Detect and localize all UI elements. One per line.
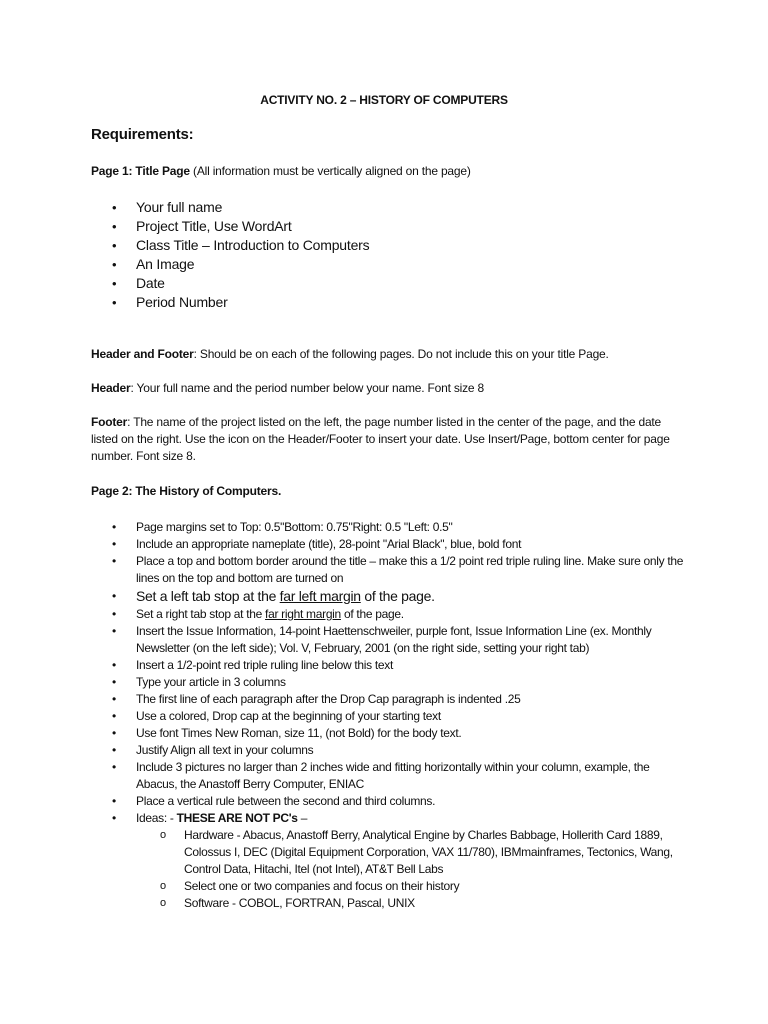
footer-label: Footer: [91, 415, 128, 429]
header-label: Header: [91, 381, 131, 395]
header-footer-paragraph: [91, 346, 681, 363]
page2-label: Page 2: The History of Computers.: [91, 484, 282, 498]
list-item: • Class Title – Introduction to Computers: [112, 236, 672, 255]
page1-note: (All information must be vertically aligned on the page): [189, 164, 471, 178]
list-item: • Use font Times New Roman, size 11, (not Bold) for the body text.: [112, 725, 687, 742]
footer-paragraph: [91, 414, 681, 465]
list-item: • Justify Align all text in your columns: [112, 742, 687, 759]
ideas-post: –: [297, 811, 308, 825]
list-item: • Type your article in 3 columns: [112, 674, 687, 691]
list-item: • Your full name: [112, 198, 672, 217]
far-left-margin-link[interactable]: far left margin: [279, 588, 361, 604]
list-item: [112, 606, 687, 623]
list-item: • Project Title, Use WordArt: [112, 217, 672, 236]
header-footer-label: Header and Footer: [91, 347, 194, 361]
list-item: • Period Number: [112, 293, 672, 312]
tab-right-pre: Set a right tab stop at the: [136, 607, 266, 621]
requirements-heading: Requirements:: [91, 126, 194, 143]
list-item: • Place a top and bottom border around the title – make this a 1/2 point red triple ruling line. Make sure only the lines on the top and bottom are turned on: [112, 553, 687, 587]
page1-paragraph: [91, 163, 681, 180]
list-item: • Use a colored, Drop cap at the beginning of your starting text: [112, 708, 687, 725]
list-item: [112, 587, 687, 606]
list-item: • Insert a 1/2-point red triple ruling line below this text: [112, 657, 687, 674]
list-item: • Place a vertical rule between the second and third columns.: [112, 793, 687, 810]
far-right-margin-link[interactable]: far right margin: [265, 607, 341, 621]
page2-list: [112, 519, 687, 912]
list-item: • Include an appropriate nameplate (title), 28-point "Arial Black", blue, bold font: [112, 536, 687, 553]
header-footer-text: : Should be on each of the following pages. Do not include this on your title Page.: [193, 347, 609, 361]
ideas-pre: Ideas: -: [136, 811, 177, 825]
list-item: • Page margins set to Top: 0.5"Bottom: 0.75"Right: 0.5 "Left: 0.5": [112, 519, 687, 536]
page1-label: Page 1: Title Page: [91, 164, 190, 178]
list-item: • Insert the Issue Information, 14-point Haettenschweiler, purple font, Issue Information Line (ex. Monthly Newsletter (on the left side); Vol. V, February, 2001 (on the right side, setting your right tab): [112, 623, 687, 657]
sub-list-item: o Software - COBOL, FORTRAN, Pascal, UNIX: [160, 895, 687, 912]
tab-left-post: of the page.: [360, 588, 435, 604]
header-text: : Your full name and the period number below your name. Font size 8: [130, 381, 484, 395]
list-item: • Date: [112, 274, 672, 293]
ideas-bold: THESE ARE NOT PC's: [176, 811, 298, 825]
tab-right-post: of the page.: [340, 607, 404, 621]
sub-list-item: o Select one or two companies and focus on their history: [160, 878, 687, 895]
tab-left-pre: Set a left tab stop at the: [136, 588, 280, 604]
list-item-ideas: [112, 810, 687, 912]
list-item: • The first line of each paragraph after the Drop Cap paragraph is indented .25: [112, 691, 687, 708]
page-title: ACTIVITY NO. 2 – HISTORY OF COMPUTERS: [260, 93, 508, 107]
header-paragraph: [91, 380, 681, 397]
sub-list-item: o Hardware - Abacus, Anastoff Berry, Analytical Engine by Charles Babbage, Hollerith Card 1889, Colossus I, DEC (Digital Equipment Corporation, VAX 11/780), IBMmainframes, Tectonics, Wang, Control Data, Hitachi, Itel (not Intel), AT&T Bell Labs: [160, 827, 687, 878]
page1-list: [112, 198, 672, 312]
footer-text: : The name of the project listed on the left, the page number listed in the center of the page, and the date listed on the right. Use the icon on the Header/Footer to insert your date. Use Insert/Page, bottom center for page number. Font size 8.: [91, 415, 670, 463]
list-item: • Include 3 pictures no larger than 2 inches wide and fitting horizontally within your column, example, the Abacus, the Anastoff Berry Computer, ENIAC: [112, 759, 687, 793]
ideas-sublist: [136, 827, 687, 912]
list-item: • An Image: [112, 255, 672, 274]
